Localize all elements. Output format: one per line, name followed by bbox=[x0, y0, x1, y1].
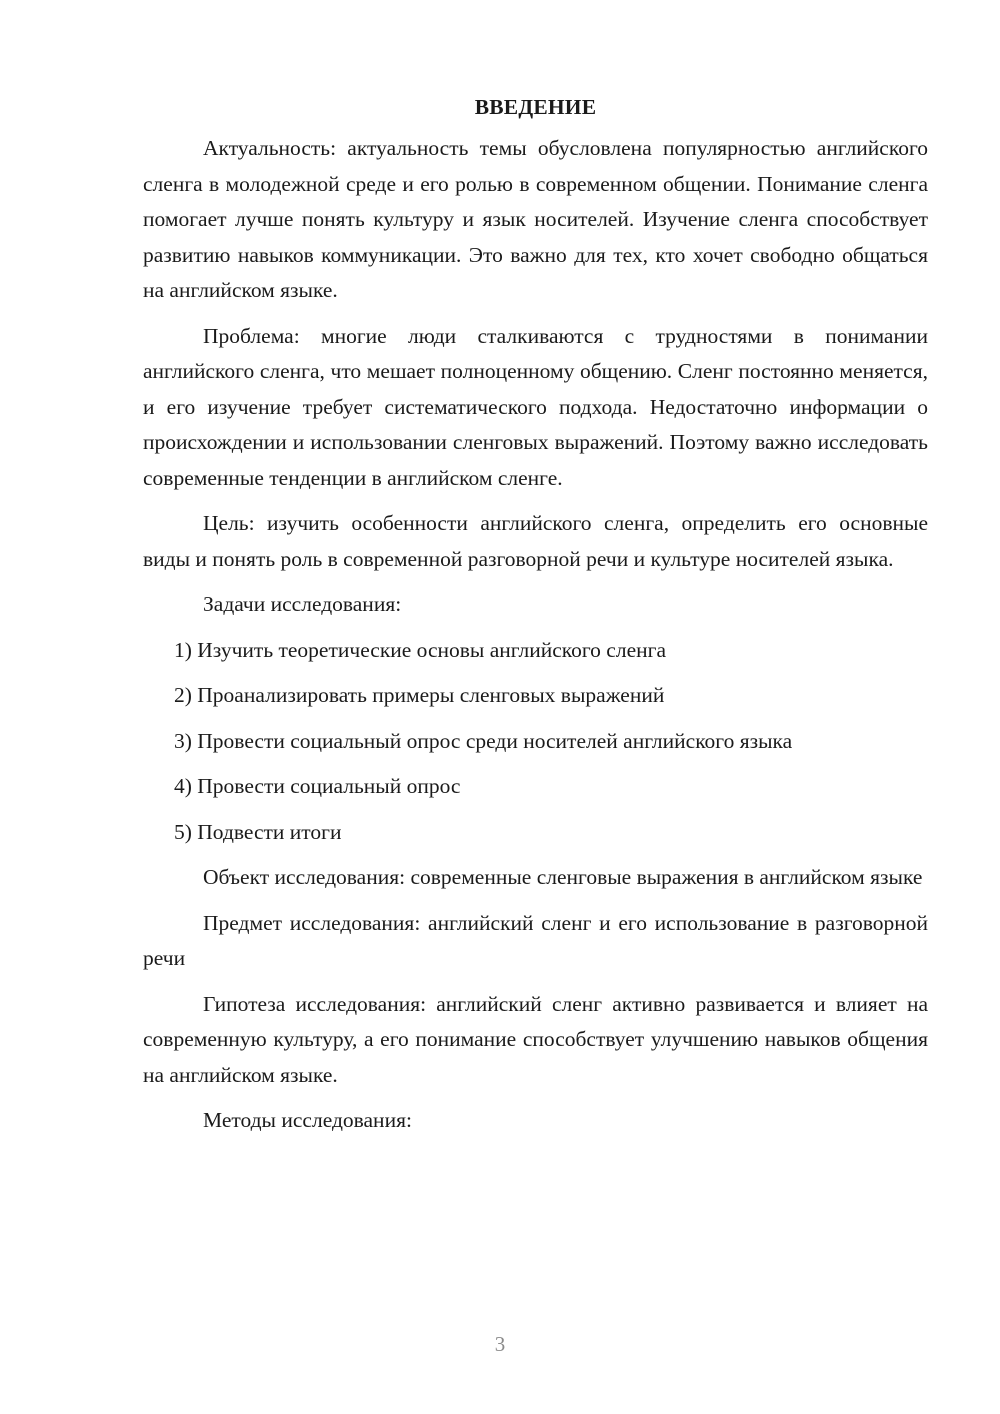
paragraph-hypothesis: Гипотеза исследования: английский сленг активно развивается и влияет на современную культуру, а его понимание способствует улучшению навыков общения на английском языке. bbox=[143, 991, 928, 1087]
paragraph-problem: Проблема: многие люди сталкиваются с трудностями в понимании английского сленга, что мешает полноценному общению. Сленг постоянно меняется, и его изучение требует систематического подхода. Недостаточно информации о происхождении и использовании сленговых выражений. Поэтому важно исследовать современные тенденции в английском сленге. bbox=[143, 323, 928, 490]
list-item: 5) Подвести итоги bbox=[174, 819, 342, 844]
page-number: 3 bbox=[494, 1332, 506, 1356]
paragraph-subject: Предмет исследования: английский сленг и его использование в разговорной речи bbox=[143, 910, 928, 970]
paragraph-goal: Цель: изучить особенности английского сленга, определить его основные виды и понять роль в современной разговорной речи и культуре носителей языка. bbox=[143, 511, 928, 571]
document-page bbox=[143, 90, 928, 1149]
paragraph-relevance: Актуальность: актуальность темы обусловлена популярностью английского сленга в молодежной среде и его ролью в современном общении. Понимание сленга помогает лучше понять культуру и язык носителей. Изучение сленга способствует развитию навыков коммуникации. Это важно для тех, кто хочет свободно общаться на английском языке. bbox=[143, 136, 928, 302]
paragraph-object: Объект исследования: современные сленговые выражения в английском языке bbox=[203, 865, 923, 889]
list-item: 1) Изучить теоретические основы английского сленга bbox=[174, 637, 666, 662]
page-title: ВВЕДЕНИЕ bbox=[474, 95, 597, 119]
list-item: 4) Провести социальный опрос bbox=[174, 774, 461, 798]
tasks-list bbox=[143, 633, 928, 851]
paragraph-tasks-heading: Задачи исследования: bbox=[203, 592, 402, 616]
list-item: 3) Провести социальный опрос среди носителей английского языка bbox=[174, 728, 793, 753]
list-item: 2) Проанализировать примеры сленговых выражений bbox=[174, 683, 665, 707]
paragraph-methods-heading: Методы исследования: bbox=[203, 1108, 412, 1132]
